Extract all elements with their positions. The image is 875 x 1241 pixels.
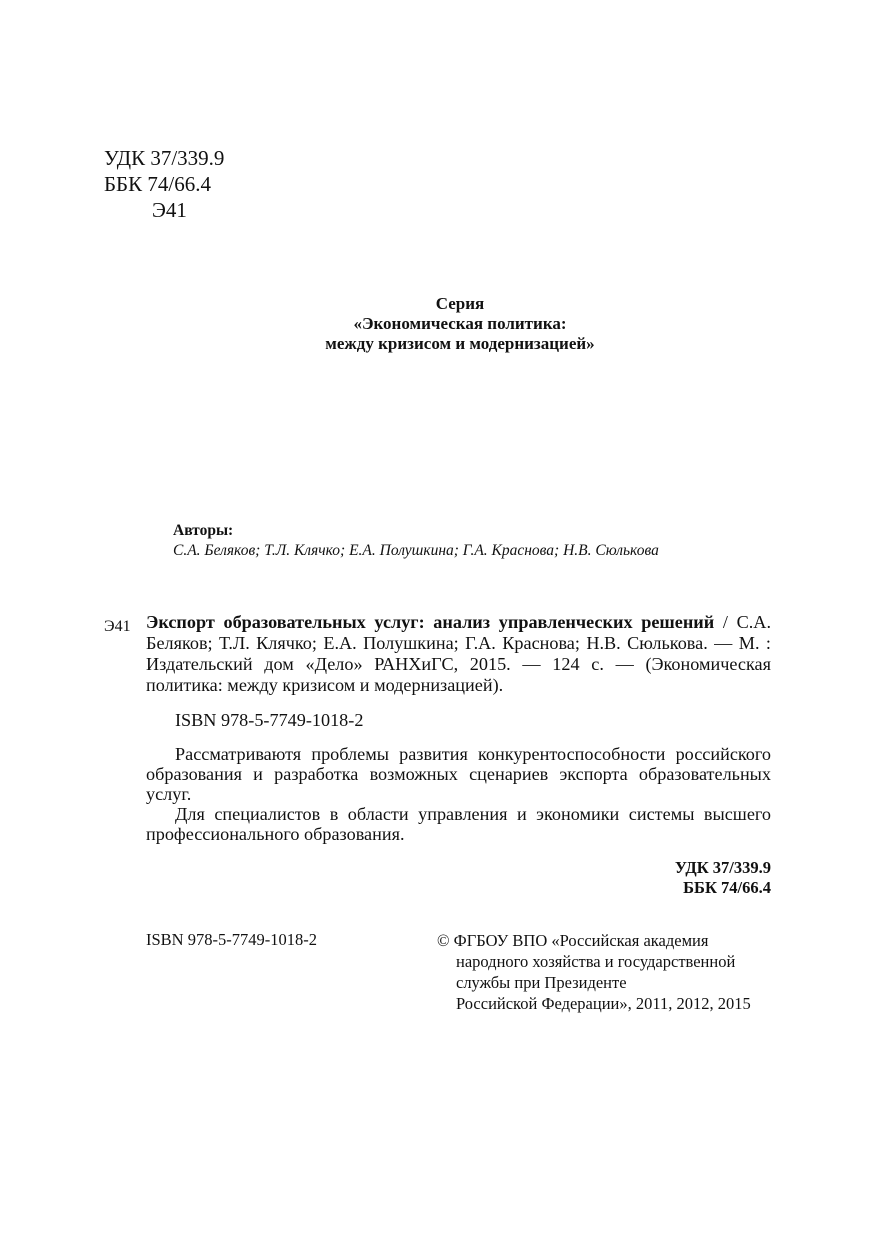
isbn-main: ISBN 978-5-7749-1018-2: [175, 710, 364, 730]
copyright-line-4: Российской Федерации», 2011, 2012, 2015: [456, 994, 751, 1013]
classification-codes-right: [560, 858, 771, 898]
annotation: [146, 744, 771, 844]
bibliographic-record: [146, 612, 771, 696]
series-block: [260, 294, 660, 354]
authors-names: С.А. Беляков; Т.Л. Клячко; Е.А. Полушкина; Г.А. Краснова; Н.В. Сюлькова: [173, 542, 659, 559]
classification-codes: [104, 145, 224, 223]
authors-block: [173, 521, 659, 561]
udk-code: УДК 37/339.9: [104, 146, 225, 170]
series-label: Серия: [435, 294, 485, 313]
annotation-paragraph-1: Рассматриваютя проблемы развития конкурентоспособности российского образования и разработка возможных сценариев экспорта образовательных услуг.: [146, 744, 771, 804]
annotation-paragraph-2: Для специалистов в области управления и экономики системы высшего профессионального образования.: [146, 804, 771, 844]
bbk-code-right: ББК 74/66.4: [683, 878, 771, 897]
copyright-line-2: народного хозяйства и государственной: [456, 952, 736, 971]
author-mark: Э41: [152, 198, 187, 222]
bibliographic-code: Э41: [104, 618, 131, 635]
bibliographic-details: / С.А. Беляков; Т.Л. Клячко; Е.А. Полушкина; Г.А. Краснова; Н.В. Сюлькова. — М. : Издательский дом «Дело» РАНХиГС, 2015. — 124 с. — (Экономическая политика: между кризисом и модернизацией).: [146, 612, 771, 695]
isbn-footer: ISBN 978-5-7749-1018-2: [146, 930, 317, 949]
copyright-line-1: © ФГБОУ ВПО «Российская академия: [437, 931, 709, 950]
copyright-line-3: службы при Президенте: [456, 973, 627, 992]
book-title: Экспорт образовательных услуг: анализ управленческих решений: [146, 612, 715, 632]
series-title-line-1: «Экономическая политика:: [353, 314, 567, 333]
bbk-code: ББК 74/66.4: [104, 172, 211, 196]
series-title-line-2: между кризисом и модернизацией»: [325, 334, 595, 353]
copyright-notice: [437, 930, 751, 1014]
authors-label: Авторы:: [173, 522, 234, 539]
udk-code-right: УДК 37/339.9: [674, 858, 771, 877]
